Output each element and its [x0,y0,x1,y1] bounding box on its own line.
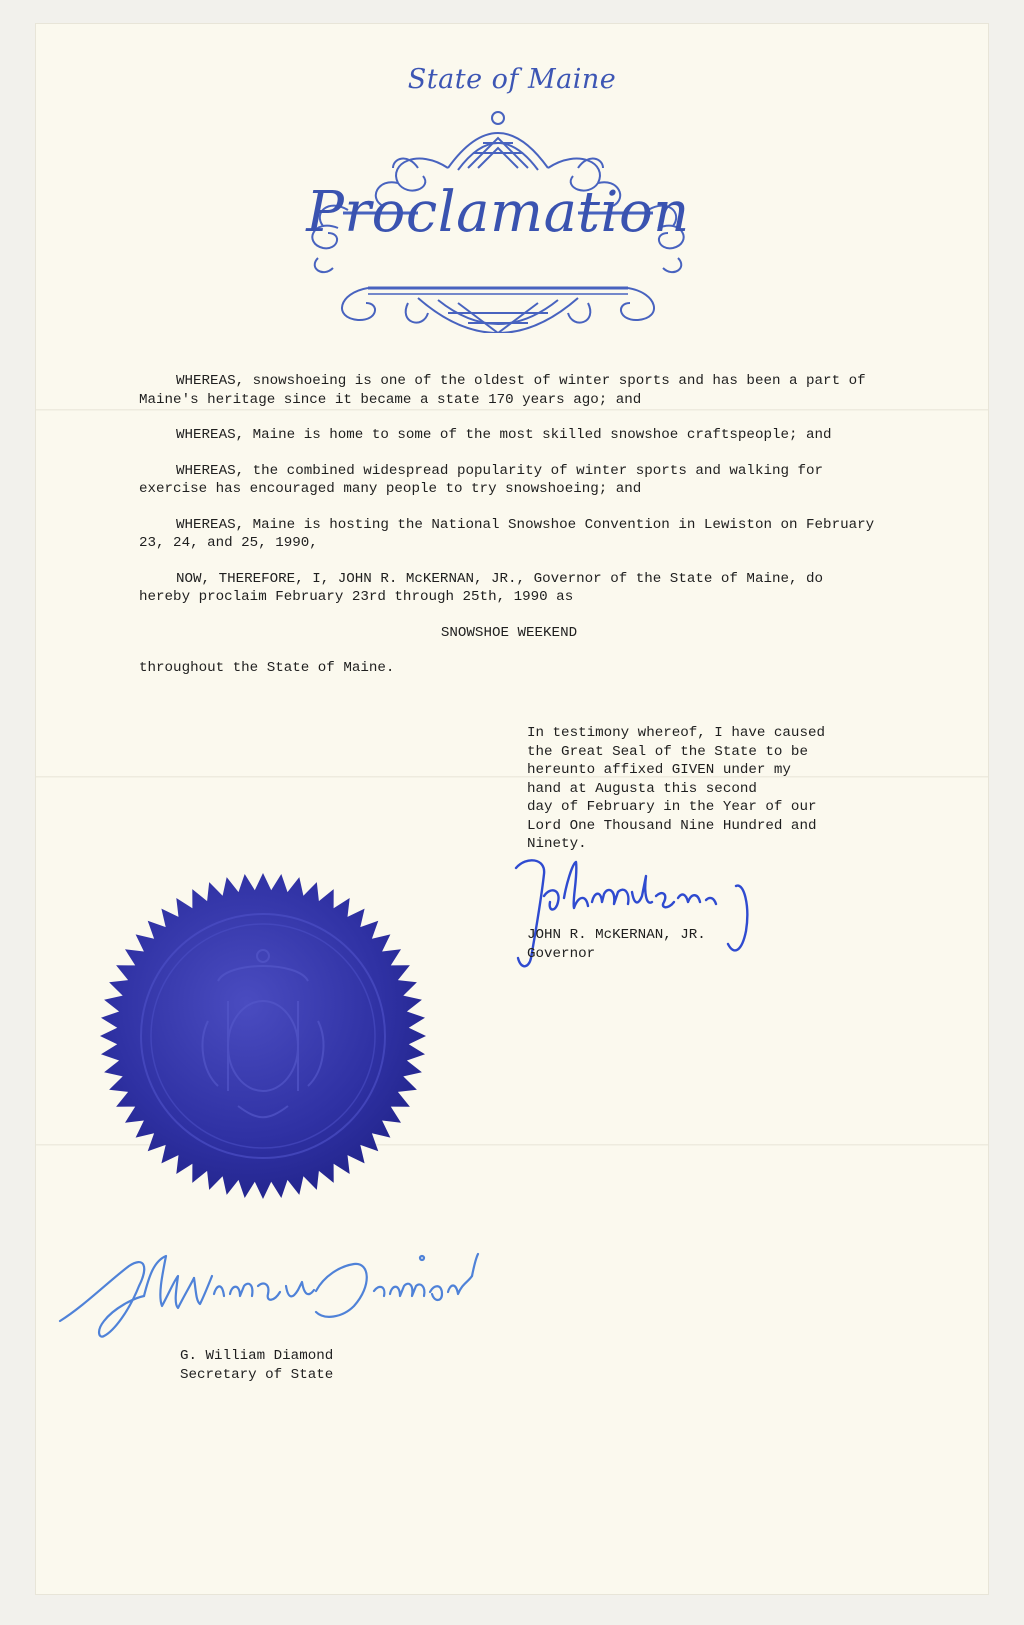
proclamation-body [139,372,879,678]
testimony-block: In testimony whereof, I have caused the Great Seal of the State to be hereunto affixed GIVEN under my hand at Augusta this second day of February in the Year of our Lord One Thousand Nine Hundred and Ninety. [527,725,825,852]
secretary-name: G. William Diamond [180,1348,334,1364]
whereas-paragraph: WHEREAS, Maine is home to some of the most skilled snowshoe craftspeople; and [176,427,832,443]
closing-line: throughout the State of Maine. [139,660,395,676]
proclamation-document [36,24,988,1594]
whereas-paragraph: WHEREAS, snowshoeing is one of the oldest of winter sports and has been a part of Maine's heritage since it became a state 170 years ago; and [139,373,866,408]
whereas-paragraph: WHEREAS, the combined widespread popularity of winter sports and walking for exercise has encouraged many people to try snowshoeing; and [139,462,824,497]
proclamation-ornament [298,108,698,333]
state-seal-icon [98,871,428,1201]
secretary-signature [54,1236,494,1346]
secretary-title: Secretary of State [180,1367,334,1383]
state-title: State of Maine [407,64,617,95]
therefore-paragraph: NOW, THEREFORE, I, JOHN R. McKERNAN, JR., Governor of the State of Maine, do hereby proclaim February 23rd through 25th, 1990 as [139,570,824,605]
governor-name: JOHN R. McKERNAN, JR. [527,927,706,943]
proclamation-title: Proclamation [306,180,690,245]
proclaimed-title: SNOWSHOE WEEKEND [440,624,578,641]
governor-title: Governor [527,946,596,962]
whereas-paragraph: WHEREAS, Maine is hosting the National Snowshoe Convention in Lewiston on February 23, 24, and 25, 1990, [139,516,875,551]
